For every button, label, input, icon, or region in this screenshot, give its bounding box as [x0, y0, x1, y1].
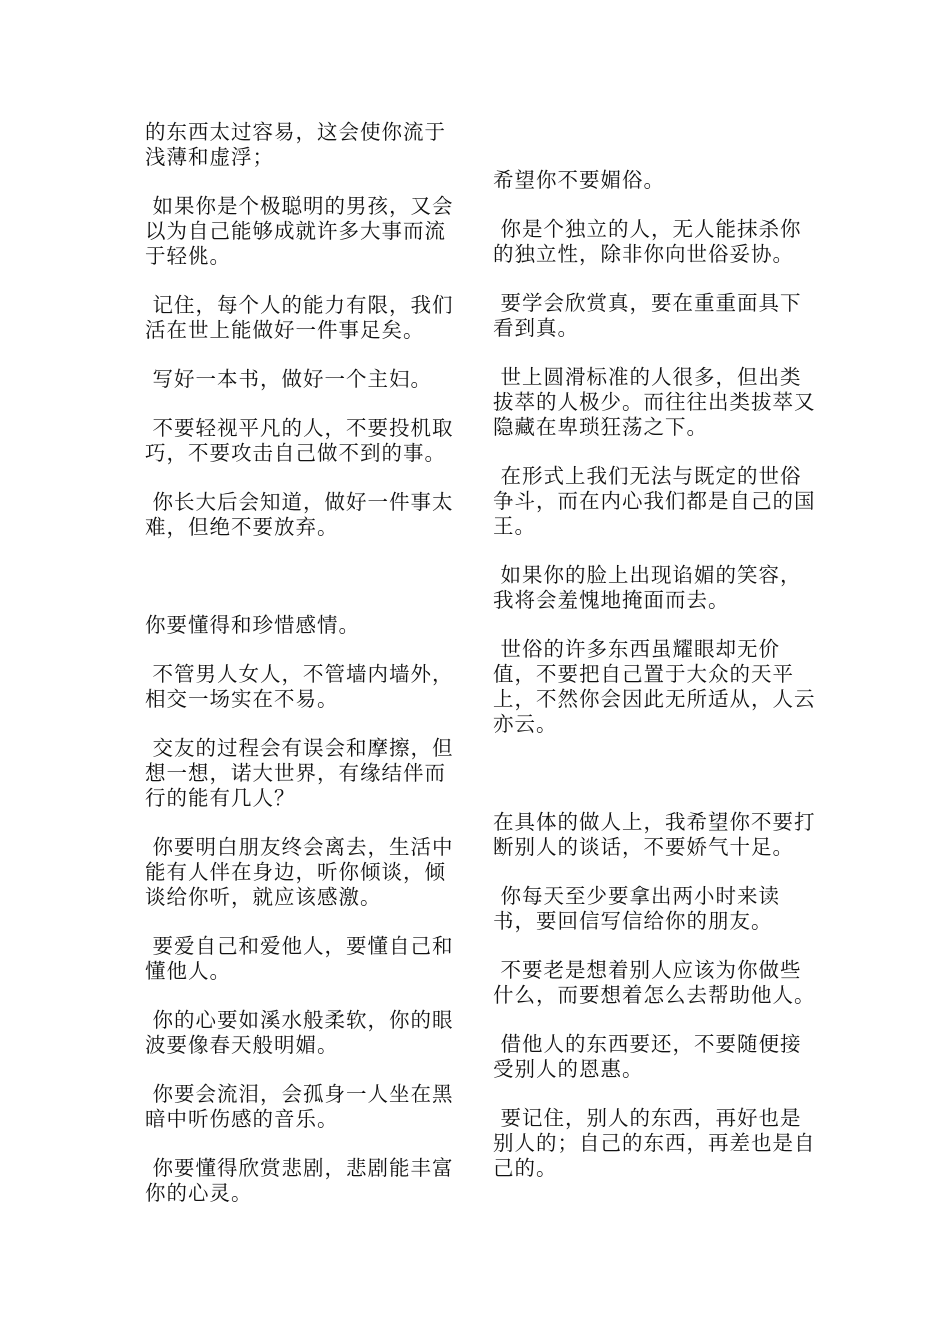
paragraph: 你要懂得欣赏悲剧，悲剧能丰富你的心灵。: [145, 1156, 454, 1205]
paragraph: 不要轻视平凡的人，不要投机取巧，不要攻击自己做不到的事。: [145, 416, 454, 465]
paragraph: 如果你的脸上出现谄媚的笑容，我将会羞愧地掩面而去。: [493, 563, 802, 612]
section-heading: 在具体的做人上，我希望你不要打断别人的谈话，不要娇气十足。: [493, 810, 816, 859]
paragraph: 如果你是个极聪明的男孩，又会以为自己能够成就许多大事而流于轻佻。: [145, 194, 454, 268]
section-heading: 希望你不要媚俗。: [493, 168, 665, 192]
paragraph: 写好一本书，做好一个主妇。: [145, 367, 433, 391]
paragraph: 的东西太过容易，这会使你流于浅薄和虚浮；: [145, 120, 446, 169]
paragraph: 在形式上我们无法与既定的世俗争斗，而在内心我们都是自己的国王。: [493, 464, 816, 538]
paragraph: 要爱自己和爱他人，要懂自己和懂他人。: [145, 934, 454, 983]
paragraph: 记住，每个人的能力有限，我们活在世上能做好一件事足矣。: [145, 293, 454, 342]
paragraph: 不管男人女人，不管墙内墙外，相交一场实在不易。: [145, 662, 454, 711]
paragraph: 世上圆滑标准的人很多，但出类拔萃的人极少。而往往出类拔萃又隐藏在卑琐狂荡之下。: [493, 365, 816, 439]
paragraph: 你长大后会知道，做好一件事太难，但绝不要放弃。: [145, 490, 454, 539]
paragraph: 你的心要如溪水般柔软，你的眼波要像春天般明媚。: [145, 1008, 454, 1057]
paragraph: 要记住，别人的东西，再好也是别人的；自己的东西，再差也是自己的。: [493, 1106, 816, 1180]
paragraph: 不要老是想着别人应该为你做些什么，而要想着怎么去帮助他人。: [493, 958, 816, 1007]
left-column: [145, 120, 465, 1206]
paragraph: 你要会流泪，会孤身一人坐在黑暗中听伤感的音乐。: [145, 1082, 454, 1131]
section-heading: 你要懂得和珍惜感情。: [145, 613, 360, 637]
paragraph: 借他人的东西要还，不要随便接受别人的恩惠。: [493, 1032, 802, 1081]
paragraph: 世俗的许多东西虽耀眼却无价值，不要把自己置于大众的天平上，不然你会因此无所适从，人云亦云。: [493, 637, 816, 736]
paragraph: 你要明白朋友终会离去，生活中能有人伴在身边，听你倾谈，倾谈给你听，就应该感激。: [145, 835, 454, 909]
paragraph: 你是个独立的人，无人能抹杀你的独立性，除非你向世俗妥协。: [493, 217, 802, 266]
right-column: [493, 168, 823, 1181]
paragraph: 交友的过程会有误会和摩擦，但想一想，诺大世界，有缘结伴而行的能有几人？: [145, 736, 454, 810]
paragraph: 你每天至少要拿出两小时来读书，要回信写信给你的朋友。: [493, 884, 781, 933]
paragraph: 要学会欣赏真，要在重重面具下看到真。: [493, 291, 802, 340]
